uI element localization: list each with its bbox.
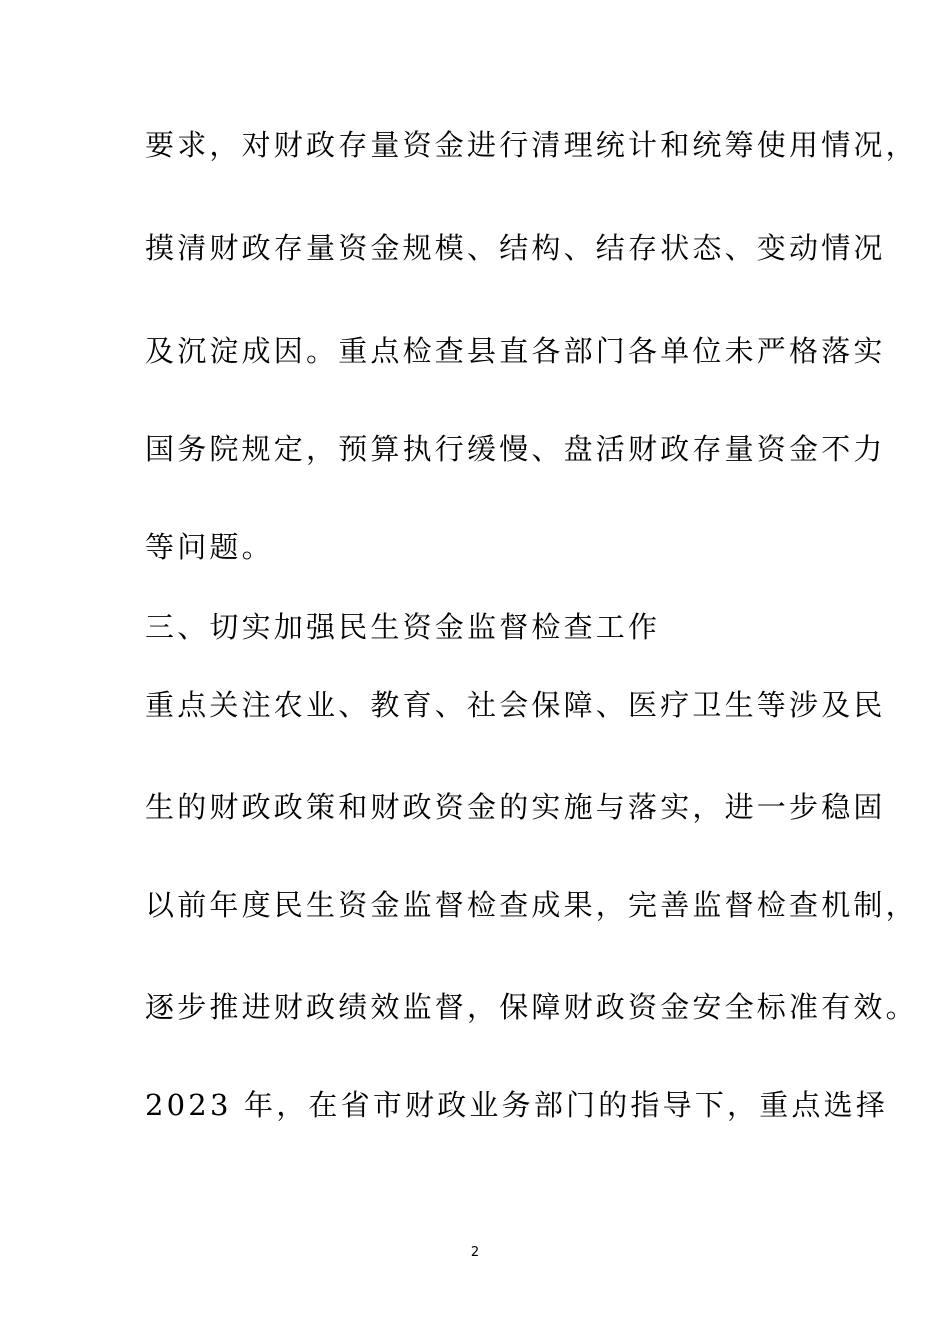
page-number: 2 bbox=[470, 1245, 480, 1260]
body-text-line: 逐步推进财政绩效监督，保障财政资金安全标准有效。 bbox=[145, 990, 918, 1024]
body-text-line: 以前年度民生资金监督检查成果，完善监督检查机制， bbox=[145, 888, 918, 922]
body-text-line: 摸清财政存量资金规模、结构、结存状态、变动情况 bbox=[145, 231, 886, 265]
body-text-line: 生的财政政策和财政资金的实施与落实，进一步稳固 bbox=[145, 790, 886, 824]
body-text-line: 及沉淀成因。重点检查县直各部门各单位未严格落实 bbox=[145, 334, 886, 368]
body-text-line: 国务院规定，预算执行缓慢、盘活财政存量资金不力 bbox=[145, 432, 886, 466]
body-text-line: 2023 年，在省市财政业务部门的指导下，重点选择 bbox=[145, 1088, 889, 1122]
section-heading: 三、切实加强民生资金监督检查工作 bbox=[145, 610, 661, 644]
body-text-line: 要求，对财政存量资金进行清理统计和统筹使用情况， bbox=[145, 128, 918, 162]
body-text-line: 等问题。 bbox=[145, 530, 274, 564]
body-text-line: 重点关注农业、教育、社会保障、医疗卫生等涉及民 bbox=[145, 688, 886, 722]
